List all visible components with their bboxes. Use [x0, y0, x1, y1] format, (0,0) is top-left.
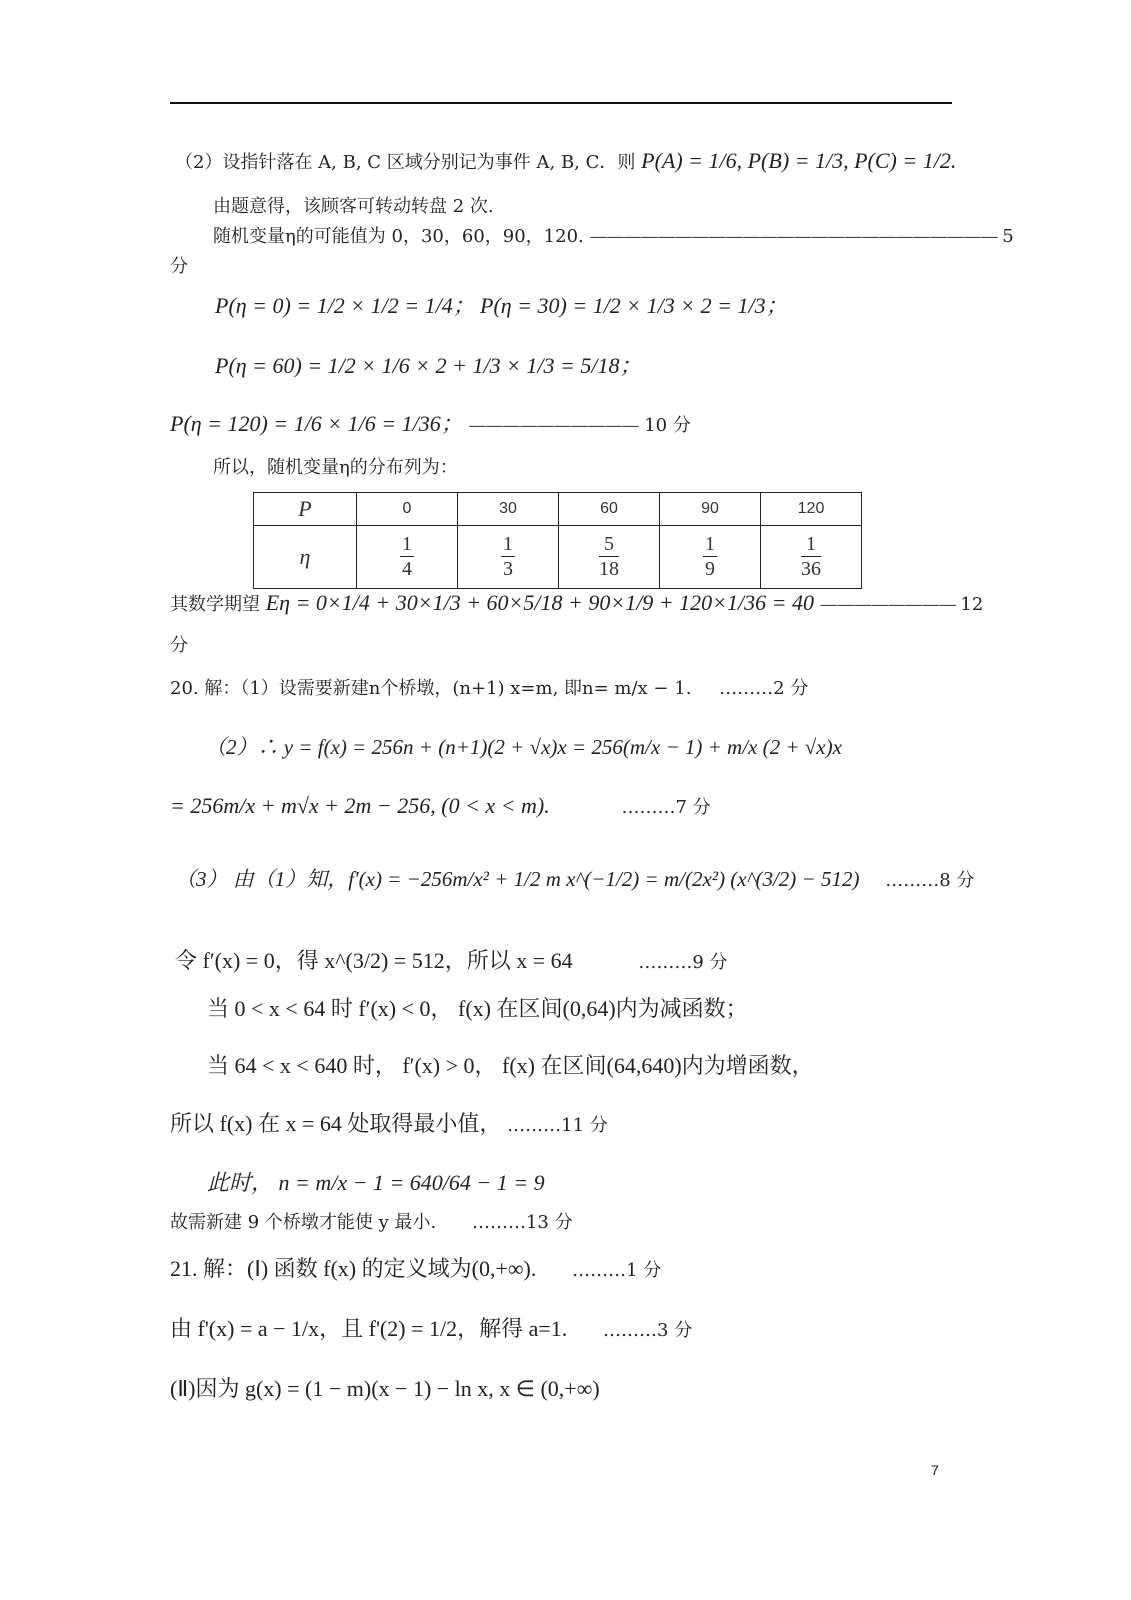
q19-line2: 由题意得，该顾客可转动转盘 2 次. [213, 196, 494, 217]
q21-l2-text: 由 f'(x) = a − 1/x，且 f'(2) = 1/2，解得 a=1. [170, 1316, 568, 1341]
q20-line7: 当 64 < x < 640 时， f′(x) > 0， f(x) 在区间(64,640)内为增函数， [207, 1053, 814, 1078]
q20-l1-mark: ………2 分 [719, 678, 809, 699]
q20-line6: 当 0 < x < 64 时 f′(x) < 0， f(x) 在区间(0,64)内为减函数； [207, 996, 748, 1021]
table-prob: $\frac{1}{4}$ [402, 533, 412, 580]
q19-line3-fen: 分 [170, 256, 188, 277]
q20-l4-mark: ………8 分 [885, 870, 975, 891]
q20-l5-mark: ………9 分 [638, 952, 728, 973]
q19-p0: P(η = 0) = 1/2 × 1/2 = 1/4； [215, 293, 475, 318]
table-prob: $\frac{1}{36}$ [801, 533, 821, 580]
q20-line3 [170, 795, 711, 817]
table-prob: $\frac{5}{18}$ [599, 533, 619, 580]
table-prob: $\frac{1}{9}$ [705, 533, 715, 580]
q20-line4 [175, 869, 974, 890]
table-value: 120 [761, 493, 862, 526]
q19-line3: 随机变量η的可能值为 0，30，60，90，120. ———————————————————————— 5 [213, 226, 1014, 247]
q21-line1 [170, 1258, 661, 1280]
q20-l8-mark: ………11 分 [507, 1115, 608, 1136]
header-rule [170, 102, 952, 104]
q19-dist-intro: 所以，随机变量η的分布列为： [213, 457, 458, 478]
table-prob: $\frac{1}{3}$ [503, 533, 513, 580]
q19-p60: P(η = 60) = 1/2 × 1/6 × 2 + 1/3 × 1/3 = 5/18； [215, 353, 642, 378]
q20-line10 [170, 1214, 573, 1232]
q19-p120: P(η = 120) = 1/6 × 1/6 = 1/36； [170, 411, 463, 436]
q20-line9: 此时， n = m/x − 1 = 640/64 − 1 = 9 [207, 1170, 545, 1195]
q19-intro: （2）设指针落在 A, B, C 区域分别记为事件 A, B, C．则 [175, 152, 636, 173]
q19-line3-mark: 5 [1002, 226, 1014, 247]
q20-l3-mark: ………7 分 [621, 797, 711, 818]
q19-p30: P(η = 30) = 1/2 × 1/3 × 2 = 1/3； [480, 293, 788, 318]
q19-probs: P(A) = 1/6, P(B) = 1/3, P(C) = 1/2. [641, 148, 957, 173]
q21-l1-text: 21. 解：(Ⅰ) 函数 f(x) 的定义域为(0,+∞). [170, 1256, 537, 1281]
table-value: 30 [458, 493, 559, 526]
q20-line2: （2）∴ y = f(x) = 256n + (n+1)(2 + √x)x = 256(m/x − 1) + m/x (2 + √x)x [205, 735, 842, 759]
q20-l10-mark: ………13 分 [471, 1212, 573, 1233]
q20-line5 [175, 950, 728, 972]
q20-l5-text: 令 f′(x) = 0，得 x^(3/2) = 512，所以 x = 64 [175, 948, 573, 973]
q21-l1-mark: ………1 分 [572, 1260, 662, 1281]
table-value: 90 [660, 493, 761, 526]
table-value: 60 [559, 493, 660, 526]
q19-expect-mark: 12 [960, 594, 984, 615]
q19-expect: Eη = 0×1/4 + 30×1/3 + 60×5/18 + 90×1/9 + 120×1/36 = 40 [265, 590, 814, 615]
page-number: 7 [931, 1462, 939, 1478]
q20-l4-text: （3） 由（1）知，f′(x) = −256m/x² + 1/2 m x^(−1/2) = m/(2x²) (x^(3/2) − 512) [175, 867, 860, 891]
q21-line2 [170, 1318, 692, 1340]
q20-l3-text: = 256m/x + m√x + 2m − 256, (0 < x < m). [170, 793, 550, 818]
table-row-label: η [254, 526, 357, 589]
q19-expect-fen: 分 [170, 635, 188, 656]
q19-expect-label: 其数学期望 [170, 594, 260, 615]
q19-p120-line: P(η = 120) = 1/6 × 1/6 = 1/36； —————————— 10 分 [170, 411, 691, 436]
distribution-table [253, 492, 862, 589]
q19-expectation-line: 其数学期望 Eη = 0×1/4 + 30×1/3 + 60×5/18 + 90×1/9 + 120×1/36 = 40 ———————— 12 [170, 590, 984, 615]
q21-l2-mark: ………3 分 [603, 1320, 693, 1341]
q20-l1-text: 20. 解：（1）设需要新建n个桥墩，(n+1) x=m, 即n= m/x − 1. [170, 678, 692, 699]
q19-part2-line [175, 150, 956, 172]
q20-line1 [170, 680, 808, 698]
q20-l10-text: 故需新建 9 个桥墩才能使 y 最小. [170, 1212, 437, 1233]
q21-line3: (Ⅱ)因为 g(x) = (1 − m)(x − 1) − ln x, x ∈ (0,+∞) [170, 1376, 600, 1401]
table-header-p: P [254, 493, 357, 526]
table-value: 0 [357, 493, 458, 526]
q19-p120-mark: 10 分 [644, 415, 691, 436]
q20-line8 [170, 1113, 608, 1135]
q19-line3-text: 随机变量η的可能值为 0，30，60，90，120. [213, 226, 584, 247]
q20-l8-text: 所以 f(x) 在 x = 64 处取得最小值， [170, 1111, 502, 1136]
